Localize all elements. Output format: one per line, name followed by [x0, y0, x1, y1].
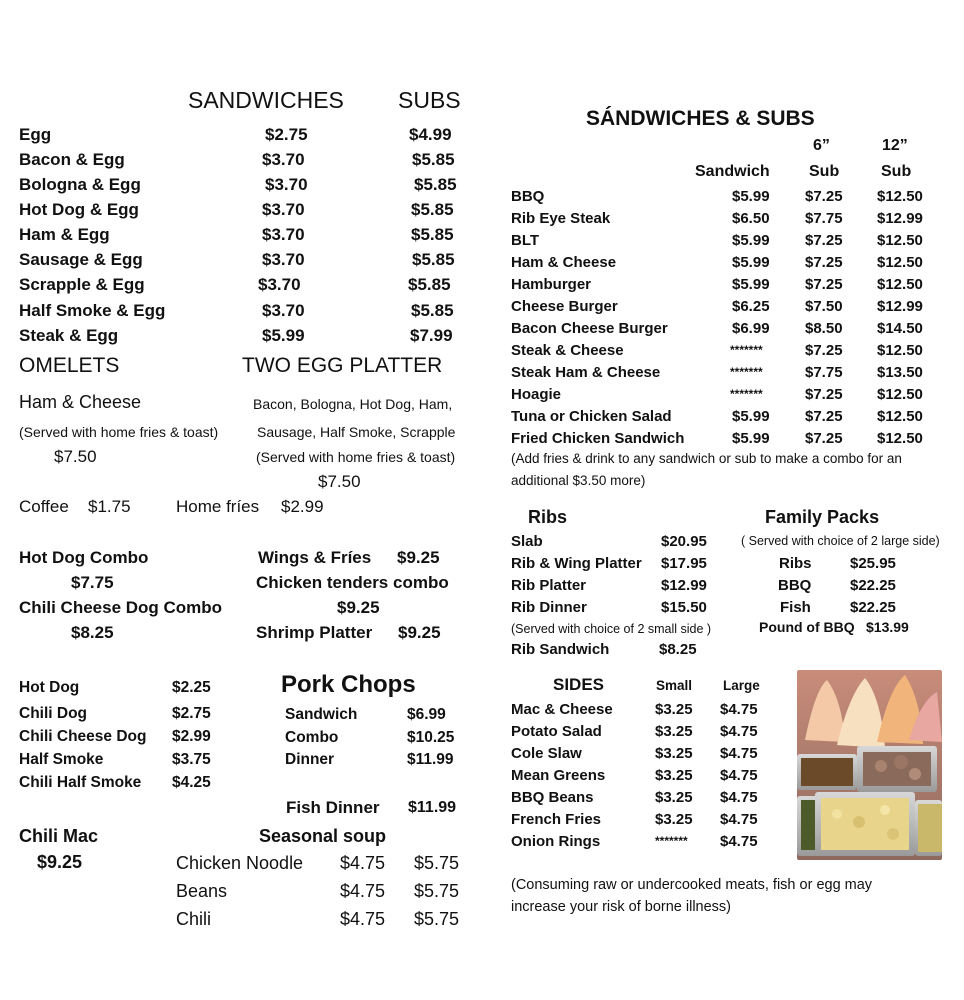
side-item-small-price: $3.25 [655, 701, 693, 718]
home-fries-label: Home fríes [176, 497, 260, 516]
soup-item-name: Chili [176, 909, 212, 929]
breakfast-item-sandwich-price: $3.70 [262, 250, 305, 269]
food-safety-warning-line-2: increase your risk of borne illness) [511, 899, 732, 915]
sub-item-12in-price: $12.50 [877, 188, 923, 205]
hot-dog-item-price: $4.25 [172, 774, 211, 791]
side-item-small-price: ******* [655, 834, 688, 848]
pork-chop-item-name: Dinner [285, 751, 335, 768]
rib-item-name: Rib Dinner [511, 599, 587, 616]
sub-item-name: Steak & Cheese [511, 342, 624, 359]
hot-dog-item-name: Hot Dog [19, 679, 80, 696]
sub-item-name: Bacon Cheese Burger [511, 320, 668, 337]
sub-item-name: Cheese Burger [511, 298, 618, 315]
sub-item-sandwich-price: $6.99 [732, 320, 770, 337]
side-item-name: Mac & Cheese [511, 701, 613, 718]
sub-item-sandwich-price: ******* [730, 387, 763, 401]
side-item-name: Onion Rings [511, 833, 601, 850]
sub-item-12in-price: $12.50 [877, 386, 923, 403]
pound-of-bbq-label: Pound of BBQ [759, 619, 855, 635]
sandwiches-header: SANDWICHES [188, 87, 344, 113]
shrimp-platter-price: $9.25 [398, 623, 441, 642]
right-sandwiches-subs-header: SÁNDWICHES & SUBS [586, 107, 815, 130]
chili-cheese-dog-combo-price: $8.25 [71, 623, 114, 642]
ribs-header: Ribs [528, 507, 568, 527]
sub-item-sandwich-price: $5.99 [732, 408, 770, 425]
sub-item-12in-price: $12.99 [877, 298, 923, 315]
sub-item-6in-price: $7.25 [805, 408, 843, 425]
pork-chop-item-name: Sandwich [285, 706, 358, 723]
breakfast-item-sandwich-price: $3.70 [262, 200, 305, 219]
breakfast-item-name: Scrapple & Egg [19, 275, 145, 294]
family-pack-item-price: $22.25 [850, 599, 896, 616]
breakfast-item-sub-price: $5.85 [411, 301, 454, 320]
side-item-large-price: $4.75 [720, 723, 758, 740]
breakfast-item-name: Sausage & Egg [19, 250, 143, 269]
sub-item-6in-price: $8.50 [805, 320, 843, 337]
pork-chop-item-price: $6.99 [407, 706, 446, 723]
breakfast-item-sandwich-price: $3.70 [258, 275, 301, 294]
side-item-small-price: $3.25 [655, 745, 693, 762]
rib-item-price: $15.50 [661, 599, 707, 616]
wings-fries-label: Wings & Fríes [258, 548, 372, 567]
hot-dog-item-name: Chili Cheese Dog [19, 728, 147, 745]
family-packs-note: ( Served with choice of 2 large side) [741, 534, 940, 548]
breakfast-item-sandwich-price: $3.70 [262, 150, 305, 169]
sub-item-name: Hoagie [511, 386, 562, 403]
wings-fries-price: $9.25 [397, 548, 440, 567]
breakfast-item-sub-price: $5.85 [414, 175, 457, 194]
family-pack-item-name: Ribs [779, 555, 812, 572]
breakfast-item-sandwich-price: $2.75 [265, 125, 308, 144]
breakfast-item-sandwich-price: $3.70 [265, 175, 308, 194]
omelet-item: Ham & Cheese [19, 392, 142, 412]
sub-item-sandwich-price: $6.25 [732, 298, 770, 315]
sub-item-6in-price: $7.25 [805, 276, 843, 293]
breakfast-item-name: Bacon & Egg [19, 150, 125, 169]
soup-item-name: Beans [176, 881, 228, 901]
breakfast-item-sub-price: $5.85 [412, 150, 455, 169]
combo-note-line-2: additional $3.50 more) [511, 473, 646, 488]
rib-item-name: Slab [511, 533, 543, 550]
side-item-large-price: $4.75 [720, 767, 758, 784]
sub-item-6in-price: $7.25 [805, 232, 843, 249]
side-item-large-price: $4.75 [720, 745, 758, 762]
side-item-name: Mean Greens [511, 767, 606, 784]
breakfast-item-sub-price: $5.85 [411, 200, 454, 219]
sub-item-12in-price: $14.50 [877, 320, 923, 337]
sub-item-6in-price: $7.25 [805, 342, 843, 359]
sub-item-sandwich-price: $5.99 [732, 232, 770, 249]
chili-mac-label: Chili Mac [19, 826, 99, 846]
sub-item-12in-price: $12.50 [877, 342, 923, 359]
side-item-small-price: $3.25 [655, 767, 693, 784]
soup-item-large-price: $5.75 [414, 909, 460, 929]
family-pack-item-name: BBQ [778, 577, 812, 594]
hot-dog-item-price: $2.25 [172, 679, 211, 696]
rib-sandwich-price: $8.25 [659, 641, 697, 658]
soup-item-large-price: $5.75 [414, 853, 460, 873]
omelet-price: $7.50 [54, 447, 97, 466]
sub-item-name: Steak Ham & Cheese [511, 364, 661, 381]
omelets-header: OMELETS [19, 354, 120, 377]
combo-note-line-1: (Add fries & drink to any sandwich or sub to make a combo for an [511, 451, 902, 466]
breakfast-item-sandwich-price: $3.70 [262, 225, 305, 244]
hot-dog-item-price: $3.75 [172, 751, 211, 768]
soup-item-name: Chicken Noodle [176, 853, 304, 873]
sub-item-6in-price: $7.25 [805, 386, 843, 403]
sub-item-name: BBQ [511, 188, 545, 205]
rib-item-name: Rib Platter [511, 577, 587, 594]
side-item-large-price: $4.75 [720, 789, 758, 806]
two-egg-platter-header: TWO EGG PLATTER [242, 354, 443, 377]
sub-item-6in-price: $7.50 [805, 298, 843, 315]
breakfast-item-sub-price: $5.85 [411, 225, 454, 244]
side-item-large-price: $4.75 [720, 811, 758, 828]
food-photo [797, 670, 942, 860]
sub-item-12in-price: $12.99 [877, 210, 923, 227]
pork-chops-header: Pork Chops [281, 671, 416, 698]
sub-item-sandwich-price: ******* [730, 365, 763, 379]
chili-mac-price: $9.25 [37, 852, 83, 872]
shrimp-platter-label: Shrimp Platter [256, 623, 373, 642]
soup-item-small-price: $4.75 [340, 881, 386, 901]
sub-item-name: BLT [511, 232, 540, 249]
col-6-inch: 6” [813, 137, 830, 154]
family-pack-item-price: $22.25 [850, 577, 896, 594]
omelet-note: (Served with home fries & toast) [19, 424, 219, 440]
rib-item-price: $17.95 [661, 555, 707, 572]
col-sandwich: Sandwich [695, 163, 770, 180]
sub-item-12in-price: $13.50 [877, 364, 923, 381]
side-item-small-price: $3.25 [655, 789, 693, 806]
breakfast-item-sub-price: $4.99 [409, 125, 452, 144]
coffee-price: $1.75 [88, 497, 131, 516]
fish-dinner-price: $11.99 [408, 799, 457, 816]
soup-item-small-price: $4.75 [340, 909, 386, 929]
pork-chop-item-price: $11.99 [407, 751, 454, 768]
chili-cheese-dog-combo-label: Chili Cheese Dog Combo [19, 598, 223, 617]
pork-chop-item-price: $10.25 [407, 729, 455, 746]
breakfast-item-name: Hot Dog & Egg [19, 200, 139, 219]
col-large: Large [723, 678, 760, 693]
breakfast-item-name: Half Smoke & Egg [19, 301, 166, 320]
side-item-name: BBQ Beans [511, 789, 594, 806]
sides-header: SIDES [553, 675, 605, 694]
platter-note: (Served with home fries & toast) [256, 449, 456, 465]
subs-header: SUBS [398, 87, 461, 113]
hot-dog-combo-label: Hot Dog Combo [19, 548, 149, 567]
hot-dog-item-price: $2.99 [172, 728, 211, 745]
side-item-large-price: $4.75 [720, 701, 758, 718]
col-small: Small [656, 678, 693, 693]
soup-item-large-price: $5.75 [414, 881, 460, 901]
sub-item-12in-price: $12.50 [877, 430, 923, 447]
family-pack-item-name: Fish [780, 599, 811, 616]
hot-dog-combo-price: $7.75 [71, 573, 114, 592]
breakfast-item-sandwich-price: $3.70 [262, 301, 305, 320]
sub-item-sandwich-price: $5.99 [732, 254, 770, 271]
sub-item-12in-price: $12.50 [877, 408, 923, 425]
rib-item-name: Rib & Wing Platter [511, 555, 642, 572]
sub-item-6in-price: $7.25 [805, 188, 843, 205]
sub-item-name: Ham & Cheese [511, 254, 617, 271]
home-fries-price: $2.99 [281, 497, 324, 516]
hot-dog-item-price: $2.75 [172, 705, 211, 722]
sub-item-6in-price: $7.25 [805, 430, 843, 447]
sub-item-sandwich-price: $6.50 [732, 210, 770, 227]
breakfast-item-name: Bologna & Egg [19, 175, 141, 194]
chicken-tenders-label: Chicken tenders combo [256, 573, 449, 592]
sub-item-sandwich-price: $5.99 [732, 188, 770, 205]
sub-item-name: Hamburger [511, 276, 592, 293]
sub-item-sandwich-price: $5.99 [732, 430, 770, 447]
col-sub-12: Sub [881, 163, 912, 180]
hot-dog-item-name: Chili Dog [19, 705, 88, 722]
sub-item-12in-price: $12.50 [877, 254, 923, 271]
sub-item-sandwich-price: $5.99 [732, 276, 770, 293]
family-pack-item-price: $25.95 [850, 555, 896, 572]
rib-item-price: $20.95 [661, 533, 707, 550]
pork-chop-item-name: Combo [285, 729, 339, 746]
sub-item-6in-price: $7.75 [805, 364, 843, 381]
pound-of-bbq-price: $13.99 [866, 619, 909, 635]
sub-item-6in-price: $7.75 [805, 210, 843, 227]
side-item-name: Potato Salad [511, 723, 602, 740]
rib-sandwich-label: Rib Sandwich [511, 641, 610, 658]
coffee-label: Coffee [19, 497, 69, 516]
sub-item-name: Tuna or Chicken Salad [511, 408, 672, 425]
platter-price: $7.50 [318, 472, 361, 491]
side-item-small-price: $3.25 [655, 723, 693, 740]
sub-item-12in-price: $12.50 [877, 232, 923, 249]
col-sub-6: Sub [809, 163, 840, 180]
hot-dog-item-name: Half Smoke [19, 751, 104, 768]
sub-item-name: Fried Chicken Sandwich [511, 430, 685, 447]
soup-item-small-price: $4.75 [340, 853, 386, 873]
side-item-small-price: $3.25 [655, 811, 693, 828]
breakfast-item-name: Steak & Egg [19, 326, 119, 345]
ribs-note: (Served with choice of 2 small side ) [511, 622, 712, 636]
sub-item-sandwich-price: ******* [730, 343, 763, 357]
platter-line-1: Bacon, Bologna, Hot Dog, Ham, [253, 396, 453, 412]
family-packs-header: Family Packs [765, 507, 880, 527]
breakfast-item-sub-price: $5.85 [408, 275, 451, 294]
col-12-inch: 12” [882, 137, 908, 154]
breakfast-item-name: Egg [19, 125, 52, 144]
sub-item-6in-price: $7.25 [805, 254, 843, 271]
side-item-name: French Fries [511, 811, 602, 828]
breakfast-item-sandwich-price: $5.99 [262, 326, 305, 345]
hot-dog-item-name: Chili Half Smoke [19, 774, 142, 791]
breakfast-item-sub-price: $5.85 [412, 250, 455, 269]
food-safety-warning-line-1: (Consuming raw or undercooked meats, fish or egg may [511, 877, 873, 893]
seasonal-soup-header: Seasonal soup [259, 826, 387, 846]
side-item-name: Cole Slaw [511, 745, 582, 762]
chicken-tenders-price: $9.25 [337, 598, 380, 617]
side-item-large-price: $4.75 [720, 833, 758, 850]
sub-item-name: Rib Eye Steak [511, 210, 611, 227]
platter-line-2: Sausage, Half Smoke, Scrapple [257, 424, 456, 440]
fish-dinner-label: Fish Dinner [286, 798, 380, 817]
sub-item-12in-price: $12.50 [877, 276, 923, 293]
breakfast-item-name: Ham & Egg [19, 225, 110, 244]
breakfast-item-sub-price: $7.99 [410, 326, 453, 345]
rib-item-price: $12.99 [661, 577, 707, 594]
